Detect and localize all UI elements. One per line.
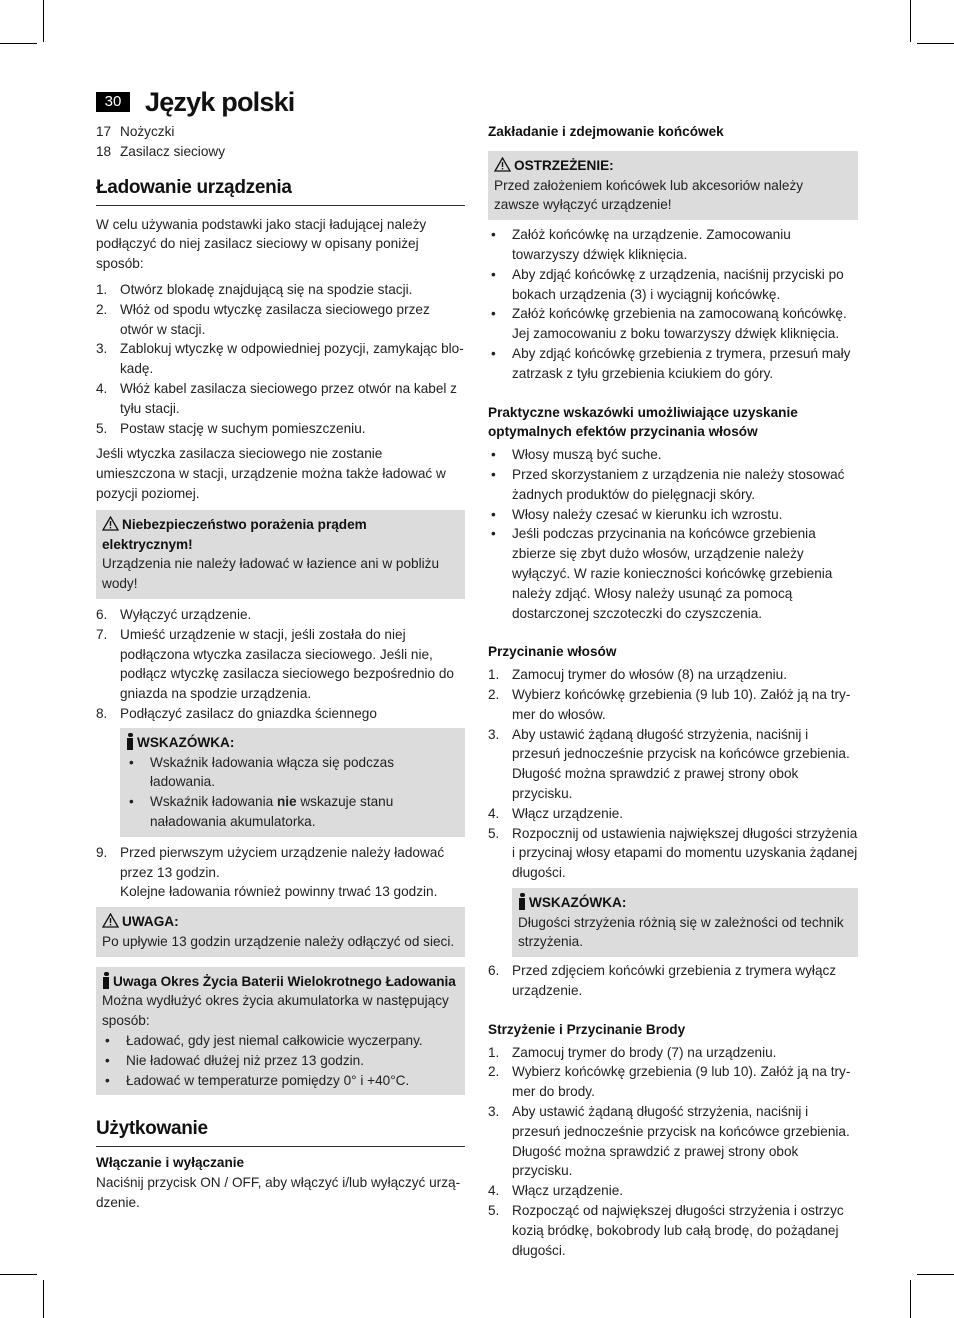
usage-heading: Użytkowanie	[96, 1117, 465, 1147]
bullet: •	[491, 506, 496, 522]
tip-title-row	[126, 733, 459, 753]
warning-title: OSTRZEŻENIE:	[514, 157, 614, 173]
beard-steps	[488, 1043, 858, 1261]
item-number: 1.	[488, 667, 500, 683]
item-number: 1.	[488, 1044, 500, 1060]
item-text: Aby zdjąć końcówkę grzebienia z trymera, przesuń mały zatrzask z tyłu grzebienia kciukiem do góry.	[512, 345, 851, 381]
hair-heading: Przycinanie włosów	[488, 644, 617, 660]
item-text: Wyłączyć urządzenie.	[120, 606, 252, 622]
list-item	[96, 704, 465, 724]
bullet: •	[491, 266, 496, 282]
list-item	[488, 804, 858, 824]
item-text: Włosy należy czesać w kierunku ich wzrostu.	[512, 506, 783, 522]
tip-title: WSKAZÓWKA:	[137, 734, 235, 750]
battery-title-row	[102, 972, 459, 992]
item-number: 6.	[488, 963, 500, 979]
item-number: 5.	[488, 825, 500, 841]
info-icon	[518, 893, 526, 910]
item-text: Aby zdjąć końcówkę z urządzenia, naciśnij przyciski po bokach urządzenia (3) i wyciągnij końcówkę.	[512, 266, 844, 302]
list-item	[488, 1062, 858, 1102]
bullet: •	[491, 526, 496, 542]
list-item	[488, 1181, 858, 1201]
danger-box	[96, 510, 465, 599]
battery-box	[96, 967, 465, 1096]
caution-text: Po upływie 13 godzin urządzenie należy odłączyć od sieci.	[102, 933, 455, 949]
parts-list	[96, 122, 465, 162]
item-text: Włącz urządzenie.	[512, 805, 624, 821]
danger-title-row	[102, 515, 459, 555]
beard-heading: Strzyżenie i Przycinanie Brody	[488, 1021, 686, 1037]
list-item	[488, 344, 858, 384]
list-item	[126, 753, 459, 793]
crop-mark	[917, 1274, 954, 1275]
warning-triangle-icon	[102, 516, 119, 531]
warning-box	[488, 151, 858, 220]
item-number: 2.	[488, 1064, 500, 1080]
bullet: •	[129, 754, 134, 770]
list-item	[96, 843, 465, 902]
item-number: 7.	[96, 626, 108, 642]
item-text: Ładować, gdy jest niemal całkowicie wyczerpany.	[126, 1033, 423, 1049]
bullet: •	[491, 227, 496, 243]
list-item	[488, 505, 858, 525]
list-item	[488, 1043, 858, 1063]
list-item	[96, 605, 465, 625]
item-text: Zamocuj trymer do brody (7) na urządzeniu.	[512, 1044, 777, 1060]
item-text: Postaw stację w suchym pomieszczeniu.	[120, 420, 366, 436]
item-text: wskazuje stanu naładowania akumulatorka.	[150, 794, 394, 829]
item-number: 9.	[96, 844, 108, 860]
bullet: •	[129, 794, 134, 810]
item-text: Aby ustawić żądaną długość strzyżenia, naciśnij i przesuń jednocześnie przycisk na końcówce grzebienia. Długość można sprawdzić z prawej strony obok przycisku.	[512, 1104, 850, 1179]
list-item	[488, 685, 858, 725]
warning-text: Przed założeniem końcówek lub akcesoriów należy zawsze wyłączyć urządzenie!	[494, 177, 804, 213]
tips-heading: Praktyczne wskazówki umożliwiające uzyskanie optymalnych efektów przycinania włosów	[488, 404, 798, 440]
item-text: Ładować w temperaturze pomiędzy 0° i +40°C.	[126, 1072, 410, 1088]
item-number: 2.	[96, 301, 108, 317]
item-text: Przed pierwszym użyciem urządzenie należy ładować przez 13 godzin.	[120, 844, 445, 880]
crop-mark	[917, 43, 954, 44]
list-item	[96, 339, 465, 379]
item-number: 4.	[488, 805, 500, 821]
item-text: Wskaźnik ładowania włącza się podczas ładowania.	[150, 754, 395, 790]
attachments-list	[488, 225, 858, 383]
list-item	[488, 225, 858, 265]
item-number: 5.	[488, 1203, 500, 1219]
bullet: •	[105, 1072, 110, 1088]
bullet: •	[105, 1052, 110, 1068]
list-item	[488, 265, 858, 305]
crop-mark	[0, 1274, 37, 1275]
list-item	[488, 1102, 858, 1181]
item-text: Włóż kabel zasilacza sieciowego przez otwór na kabel z tyłu stacji.	[120, 380, 457, 416]
right-column	[488, 122, 858, 1260]
bullet: •	[491, 447, 496, 463]
item-text: Rozpocząć od największej długości strzyżenia i ostrzyc kozią bródkę, bokobrody lub całą brodę, do pożądanej długości.	[512, 1203, 844, 1258]
list-item	[488, 725, 858, 804]
item-number: 5.	[96, 420, 108, 436]
list-item	[102, 1071, 459, 1091]
item-text: Zamocuj trymer do włosów (8) na urządzeniu.	[512, 667, 788, 683]
item-text: Włosy muszą być suche.	[512, 447, 662, 463]
danger-text: Urządzenia nie należy ładować w łazience ani w pobliżu wody!	[102, 556, 440, 592]
item-number: 2.	[488, 686, 500, 702]
list-item	[488, 665, 858, 685]
list-item	[96, 122, 465, 142]
item-number: 4.	[488, 1183, 500, 1199]
caution-box	[96, 907, 465, 957]
charging-steps	[96, 280, 465, 438]
crop-mark	[43, 0, 44, 42]
hair-steps	[488, 665, 858, 883]
list-item	[488, 304, 858, 344]
item-text: Jeśli podczas przycinania na końcówce grzebienia zbierze się zbyt dużo włosów, urządzenie należy wyłączyć. W razie konieczności końcówkę grzebienia należy zdjąć. Włosy należy usunąć za pomocą dostarczonej szczoteczki do czyszczenia.	[512, 526, 833, 621]
tips-list	[488, 445, 858, 623]
list-item	[488, 524, 858, 623]
item-text: Podłączyć zasilacz do gniazdka ściennego	[120, 705, 377, 721]
item-text: Nie ładować dłużej niż przez 13 godzin.	[126, 1052, 365, 1068]
item-text: Zasilacz sieciowy	[120, 143, 225, 159]
list-item	[96, 379, 465, 419]
item-number: 3.	[488, 1104, 500, 1120]
item-text: Wskaźnik ładowania	[150, 794, 277, 810]
crop-mark	[43, 1280, 44, 1318]
item-number: 18	[96, 143, 112, 159]
charging-heading: Ładowanie urządzenia	[96, 176, 465, 206]
item-text: Otwórz blokadę znajdującą się na spodzie stacji.	[120, 281, 413, 297]
info-icon	[126, 733, 134, 750]
item-text: Włóż od spodu wtyczkę zasilacza sieciowego przez otwór w stacji.	[120, 301, 430, 337]
usage-text: Naciśnij przycisk ON / OFF, aby włączyć i/lub wyłączyć urządzenie.	[96, 1175, 461, 1211]
list-item	[96, 142, 465, 162]
item-number: 8.	[96, 705, 108, 721]
list-item	[102, 1051, 459, 1071]
charging-steps-continued	[96, 605, 465, 724]
crop-mark	[910, 0, 911, 42]
caution-title: UWAGA:	[122, 914, 179, 930]
charging-intro: W celu używania podstawki jako stacji ładującej należy podłączyć do niej zasilacz sieciowy w opisany poniżej sposób:	[96, 216, 427, 272]
hair-tip-box	[512, 888, 858, 957]
list-item	[488, 961, 858, 1001]
page-number: 30	[96, 92, 130, 112]
list-item	[488, 465, 858, 505]
crop-mark	[910, 1280, 911, 1318]
tip-list	[126, 753, 459, 832]
item-text: Włącz urządzenie.	[512, 1183, 624, 1199]
item-text: Wybierz końcówkę grzebienia (9 lub 10). Załóż ją na trymer do włosów.	[512, 686, 851, 722]
item-number: 1.	[96, 281, 108, 297]
bullet: •	[491, 306, 496, 322]
crop-mark	[0, 43, 37, 44]
caution-title-row	[102, 912, 459, 932]
hair-tip-title: WSKAZÓWKA:	[529, 894, 627, 910]
left-column	[96, 122, 465, 1213]
attachments-heading: Zakładanie i zdejmowanie końcówek	[488, 124, 724, 139]
warning-triangle-icon	[494, 157, 511, 172]
item-text: Załóż końcówkę na urządzenie. Zamocowaniu towarzyszy dźwięk kliknięcia.	[512, 227, 791, 262]
list-item	[96, 419, 465, 439]
bullet: •	[491, 466, 496, 482]
horizontal-charging-note: Jeśli wtyczka zasilacza sieciowego nie zostanie umieszczona w stacji, urządzenie można także ładować w pozycji poziomej.	[96, 446, 446, 501]
warning-title-row	[494, 156, 852, 176]
list-item	[96, 280, 465, 300]
battery-list	[102, 1031, 459, 1090]
item-text: Kolejne ładowania również powinny trwać 13 godzin.	[120, 884, 438, 900]
item-text: Przed zdjęciem końcówki grzebienia z trymera wyłącz urządzenie.	[512, 963, 837, 999]
danger-title: Niebezpieczeństwo porażenia prądem elektrycznym!	[102, 516, 367, 552]
item-text: Aby ustawić żądaną długość strzyżenia, naciśnij i przesuń jednocześnie przycisk na końcówce grzebienia. Długość można sprawdzić z prawej strony obok przycisku.	[512, 726, 850, 801]
page-title: Język polski	[145, 87, 295, 117]
item-text: Załóż końcówkę grzebienia na zamocowaną końcówkę. Jej zamocowaniu z boku towarzyszy dźwięk kliknięcia.	[512, 306, 847, 342]
emphasis: nie	[276, 794, 297, 810]
item-number: 3.	[488, 726, 500, 742]
item-number: 4.	[96, 380, 108, 396]
hair-tip-title-row	[518, 893, 852, 913]
list-item	[96, 300, 465, 340]
bullet: •	[491, 345, 496, 361]
list-item	[102, 1031, 459, 1051]
item-number: 17	[96, 124, 112, 139]
list-item	[488, 1201, 858, 1260]
list-item	[96, 625, 465, 704]
tip-box	[120, 728, 465, 837]
item-text: Umieść urządzenie w stacji, jeśli została do niej podłączona wtyczka zasilacza sieciowego. Jeśli nie, podłącz wtyczkę zasilacza sieciowego bezpośrednio do gniazda na spodzie urządzenia.	[120, 626, 454, 702]
hair-step-6	[488, 961, 858, 1001]
usage-subheading: Włączanie i wyłączanie	[96, 1155, 245, 1171]
list-item	[488, 824, 858, 883]
item-text: Nożyczki	[120, 124, 175, 139]
info-icon	[102, 972, 110, 989]
battery-intro: Można wydłużyć okres życia akumulatorka w następujący sposób:	[102, 993, 449, 1029]
item-text: Zablokuj wtyczkę w odpowiedniej pozycji, zamykając blokadę.	[120, 341, 464, 377]
charging-step-9	[96, 843, 465, 902]
item-number: 6.	[96, 606, 108, 622]
item-number: 3.	[96, 341, 108, 357]
item-text: Rozpocznij od ustawienia największej długości strzyżenia i przycinaj włosy etapami do momentu uzyskania żądanej długości.	[512, 825, 858, 881]
item-text: Przed skorzystaniem z urządzenia nie należy stosować żadnych produktów do pielęgnacji skóry.	[512, 466, 845, 502]
warning-triangle-icon	[102, 913, 119, 928]
list-item	[488, 445, 858, 465]
item-text: Wybierz końcówkę grzebienia (9 lub 10). Załóż ją na trymer do brody.	[512, 1064, 851, 1100]
list-item	[126, 792, 459, 832]
battery-title: Uwaga Okres Życia Baterii Wielokrotnego Ładowania	[113, 973, 456, 989]
hair-tip-text: Długości strzyżenia różnią się w zależności od technik strzyżenia.	[518, 914, 844, 950]
bullet: •	[105, 1033, 110, 1049]
